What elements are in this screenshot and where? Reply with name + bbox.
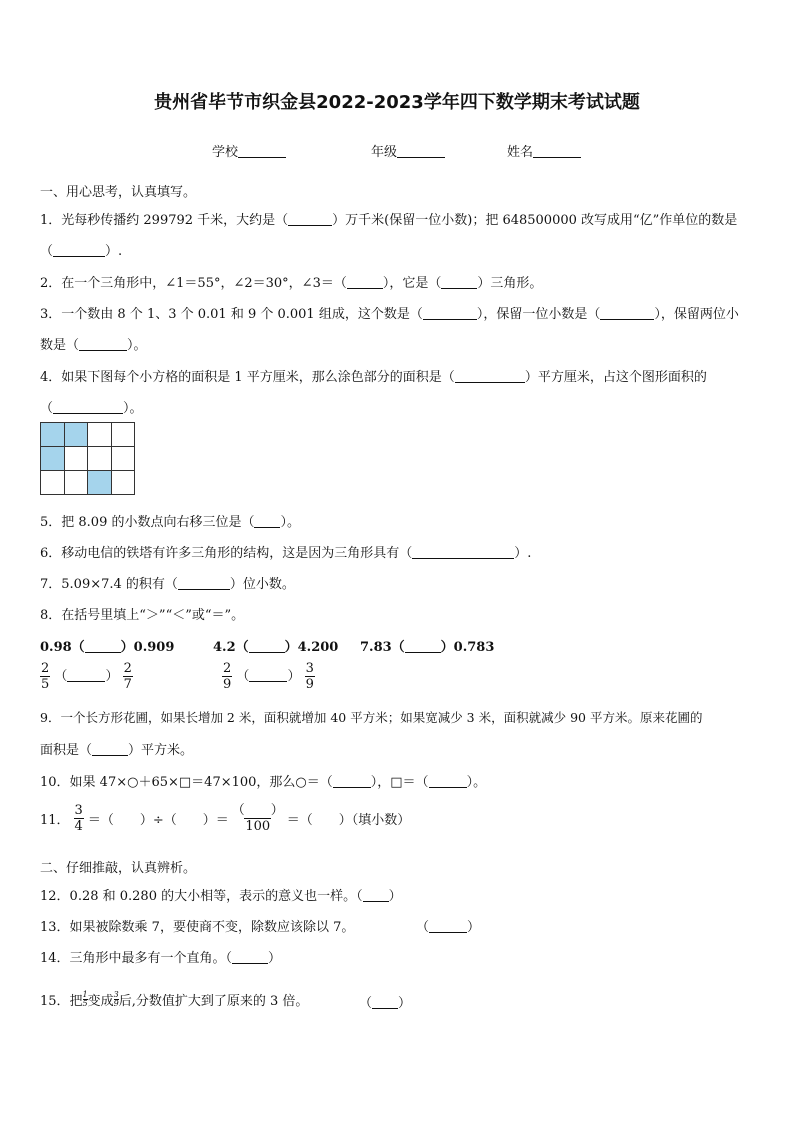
question-1-cont	[40, 240, 122, 259]
q8-pair-3	[360, 636, 494, 655]
frac-den: 5	[41, 677, 50, 692]
frac-den: 9	[113, 999, 119, 1008]
name-blank[interactable]	[533, 145, 581, 158]
grid-cell	[65, 471, 89, 495]
question-9-cont	[40, 739, 193, 758]
q5-text-b: ）。	[280, 515, 300, 530]
question-11	[40, 803, 410, 834]
q7-text-a: 7．5.09×7.4 的积有（	[40, 577, 178, 592]
q10-text-a: 10．如果 47×○＋65×□＝47×100，那么○＝（	[40, 775, 333, 790]
q1-answer-1[interactable]	[288, 213, 332, 226]
q3-answer-3[interactable]	[79, 338, 127, 351]
q3-answer-2[interactable]	[600, 307, 654, 320]
grid-cell-shaded	[65, 423, 89, 447]
grid-cell	[88, 423, 112, 447]
q10-answer-1[interactable]	[333, 775, 371, 788]
grid-cell-shaded	[88, 471, 112, 495]
q10-answer-2[interactable]	[429, 775, 467, 788]
grade-label: 年级	[371, 145, 398, 160]
q10-text-b: ），□＝（	[370, 775, 429, 790]
grid-cell	[112, 471, 136, 495]
school-blank[interactable]	[238, 145, 286, 158]
q6-answer[interactable]	[412, 546, 514, 559]
name-field[interactable]	[507, 141, 581, 160]
question-2	[40, 272, 542, 291]
q11-text-a: ＝（ ）÷（ ）＝	[87, 813, 229, 828]
frac-num: 1	[82, 990, 88, 999]
q6-text-a: 6．移动电信的铁塔有许多三角形的结构，这是因为三角形具有（	[40, 546, 413, 561]
frac-den: 7	[123, 677, 132, 692]
q15-answer-box	[359, 992, 411, 1011]
question-7	[40, 573, 295, 592]
question-8: 8．在括号里填上“＞”“＜”或“＝”。	[40, 608, 245, 623]
q5-text-a: 5．把 8.09 的小数点向右移三位是（	[40, 515, 255, 530]
paren-close: ）	[270, 803, 284, 818]
q10-text-c: ）。	[466, 775, 487, 790]
q12-text: 12．0.28 和 0.280 的大小相等，表示的意义也一样。（	[40, 889, 363, 904]
q8-answer-5[interactable]	[249, 669, 287, 682]
q8-p2-left: 4.2（	[213, 640, 249, 655]
q1-text-d: ）.	[105, 244, 123, 259]
paren-close: ）	[388, 889, 402, 904]
paren-close: ）	[287, 669, 301, 684]
q1-answer-2[interactable]	[53, 244, 105, 257]
grid-cell	[112, 423, 136, 447]
q4-answer-2[interactable]	[53, 401, 123, 414]
school-label: 学校	[212, 145, 239, 160]
q8-pair-1	[40, 636, 174, 655]
q4-text-a: 4．如果下图每个小方格的面积是 1 平方厘米，那么涂色部分的面积是（	[40, 370, 455, 385]
q3-answer-1[interactable]	[423, 307, 477, 320]
q8-answer-3[interactable]	[405, 640, 441, 653]
q2-answer-2[interactable]	[441, 276, 477, 289]
q7-text-b: ）位小数。	[229, 577, 295, 592]
q8-p3-left: 7.83（	[360, 640, 405, 655]
frac-num: 2	[41, 661, 50, 676]
q4-text-d: ）。	[123, 401, 143, 416]
paren-close: ）	[467, 920, 481, 935]
q6-text-b: ）.	[514, 546, 532, 561]
grid-cell	[65, 447, 89, 471]
frac-num: 3	[74, 803, 83, 818]
frac-den: 5	[82, 999, 88, 1008]
q1-text-b: ）万千米(保留一位小数)；把 648500000 改写成用“亿”作单位的数是	[332, 213, 738, 228]
school-field[interactable]	[212, 141, 286, 160]
frac-den: 4	[74, 819, 83, 834]
paren-open: （	[54, 669, 68, 684]
question-6	[40, 542, 531, 561]
q3-text-e: ）。	[127, 338, 147, 353]
q5-answer[interactable]	[254, 515, 280, 528]
question-9: 9．一个长方形花圃，如果长增加 2 米，面积就增加 40 平方米；如果宽减少 3 米，面积就减少 90 平方米。原来花圃的	[40, 710, 703, 725]
square-grid-figure	[40, 422, 135, 495]
q8-p3-right: ）0.783	[440, 640, 495, 655]
grid-cell	[112, 447, 136, 471]
question-4-cont	[40, 397, 143, 416]
frac-den: 9	[305, 677, 314, 692]
q8-answer-2[interactable]	[249, 640, 285, 653]
q3-text-a: 3．一个数由 8 个 1、3 个 0.01 和 9 个 0.001 组成，这个数是（	[40, 307, 423, 322]
question-5	[40, 511, 300, 530]
q8-fraction-pair-2	[222, 661, 315, 692]
q3-text-b: ），保留一位小数是（	[476, 307, 601, 322]
q4-text-b: ）平方厘米，占这个图形面积的	[524, 370, 707, 385]
q15-text-b: 变成	[87, 994, 114, 1009]
section-one-heading: 一、用心思考，认真填写。	[40, 185, 197, 200]
question-10	[40, 771, 486, 790]
q2-answer-1[interactable]	[347, 276, 383, 289]
q8-answer-4[interactable]	[67, 669, 105, 682]
q3-text-c: ），保留两位小	[654, 307, 739, 322]
fraction-2-5	[40, 661, 50, 692]
paren-close: ）	[105, 669, 119, 684]
question-1	[40, 209, 737, 228]
grid-cell	[41, 471, 65, 495]
q2-text-a: 2．在一个三角形中，∠1＝55°，∠2＝30°，∠3＝（	[40, 276, 347, 291]
q8-p2-right: ）4.200	[284, 640, 339, 655]
question-12	[40, 885, 402, 904]
q8-fraction-pair-1	[40, 661, 133, 692]
page-title: 贵州省毕节市织金县2022-2023学年四下数学期末考试试题	[154, 92, 640, 113]
frac-num: 3	[305, 661, 314, 676]
paren-open: （	[416, 920, 430, 935]
paren-open: （	[236, 669, 250, 684]
q14-text: 14．三角形中最多有一个直角。（	[40, 951, 233, 966]
grade-field[interactable]	[371, 141, 445, 160]
question-13	[40, 916, 354, 935]
q15-answer[interactable]	[372, 996, 398, 1009]
q7-answer[interactable]	[178, 577, 230, 590]
question-14	[40, 947, 281, 966]
section-two-heading: 二、仔细推敲，认真辨析。	[40, 861, 197, 876]
grid-cell-shaded	[41, 447, 65, 471]
name-label: 姓名	[507, 145, 534, 160]
q9-answer[interactable]	[92, 743, 128, 756]
paren-close: ）	[268, 951, 282, 966]
q4-answer-1[interactable]	[455, 370, 525, 383]
fraction-2-9	[222, 661, 232, 692]
grid-cell-shaded	[41, 423, 65, 447]
q8-answer-1[interactable]	[85, 640, 121, 653]
q1-text-c: （	[40, 244, 54, 259]
q11-text-b: ＝（ ）（填小数）	[286, 813, 411, 828]
q13-answer[interactable]	[429, 920, 467, 933]
q9-text-c: ）平方米。	[128, 743, 194, 758]
paren-close: ）	[398, 996, 412, 1011]
fraction-3-4	[74, 803, 84, 834]
paren-open: （	[231, 803, 245, 818]
frac-num: 2	[123, 661, 132, 676]
q12-answer[interactable]	[363, 889, 389, 902]
grade-blank[interactable]	[397, 145, 445, 158]
frac-num	[231, 803, 285, 818]
grid-cell	[88, 447, 112, 471]
q11-number: 11．	[40, 813, 70, 828]
q13-text: 13．如果被除数乘 7，要使商不变，除数应该除以 7。	[40, 920, 355, 935]
q4-text-c: （	[40, 401, 54, 416]
question-3-cont	[40, 334, 147, 353]
q8-pair-2	[213, 636, 338, 655]
q3-text-d: 数是（	[40, 338, 80, 353]
q9-text-b: 面积是（	[40, 743, 93, 758]
q1-text-a: 1．光每秒传播约 299792 千米，大约是（	[40, 213, 289, 228]
q2-text-b: ），它是（	[382, 276, 442, 291]
question-15	[40, 990, 308, 1009]
paren-open: （	[359, 996, 373, 1011]
q14-answer[interactable]	[232, 951, 268, 964]
fraction-3-9	[305, 661, 315, 692]
question-3	[40, 303, 739, 322]
q8-p1-right: ）0.909	[120, 640, 175, 655]
q8-p1-left: 0.98（	[40, 640, 85, 655]
q13-answer-box	[416, 916, 480, 935]
frac-den: 100	[245, 819, 271, 834]
frac-den: 9	[223, 677, 232, 692]
frac-num: 2	[223, 661, 232, 676]
q15-text-a: 15．把	[40, 994, 83, 1009]
q15-text-c: 后,分数值扩大到了原来的 3 倍。	[118, 994, 309, 1009]
frac-num: 3	[113, 990, 119, 999]
fraction-over-100[interactable]	[231, 803, 285, 834]
question-4	[40, 366, 707, 385]
q2-text-c: ）三角形。	[477, 276, 543, 291]
fraction-2-7	[123, 661, 133, 692]
